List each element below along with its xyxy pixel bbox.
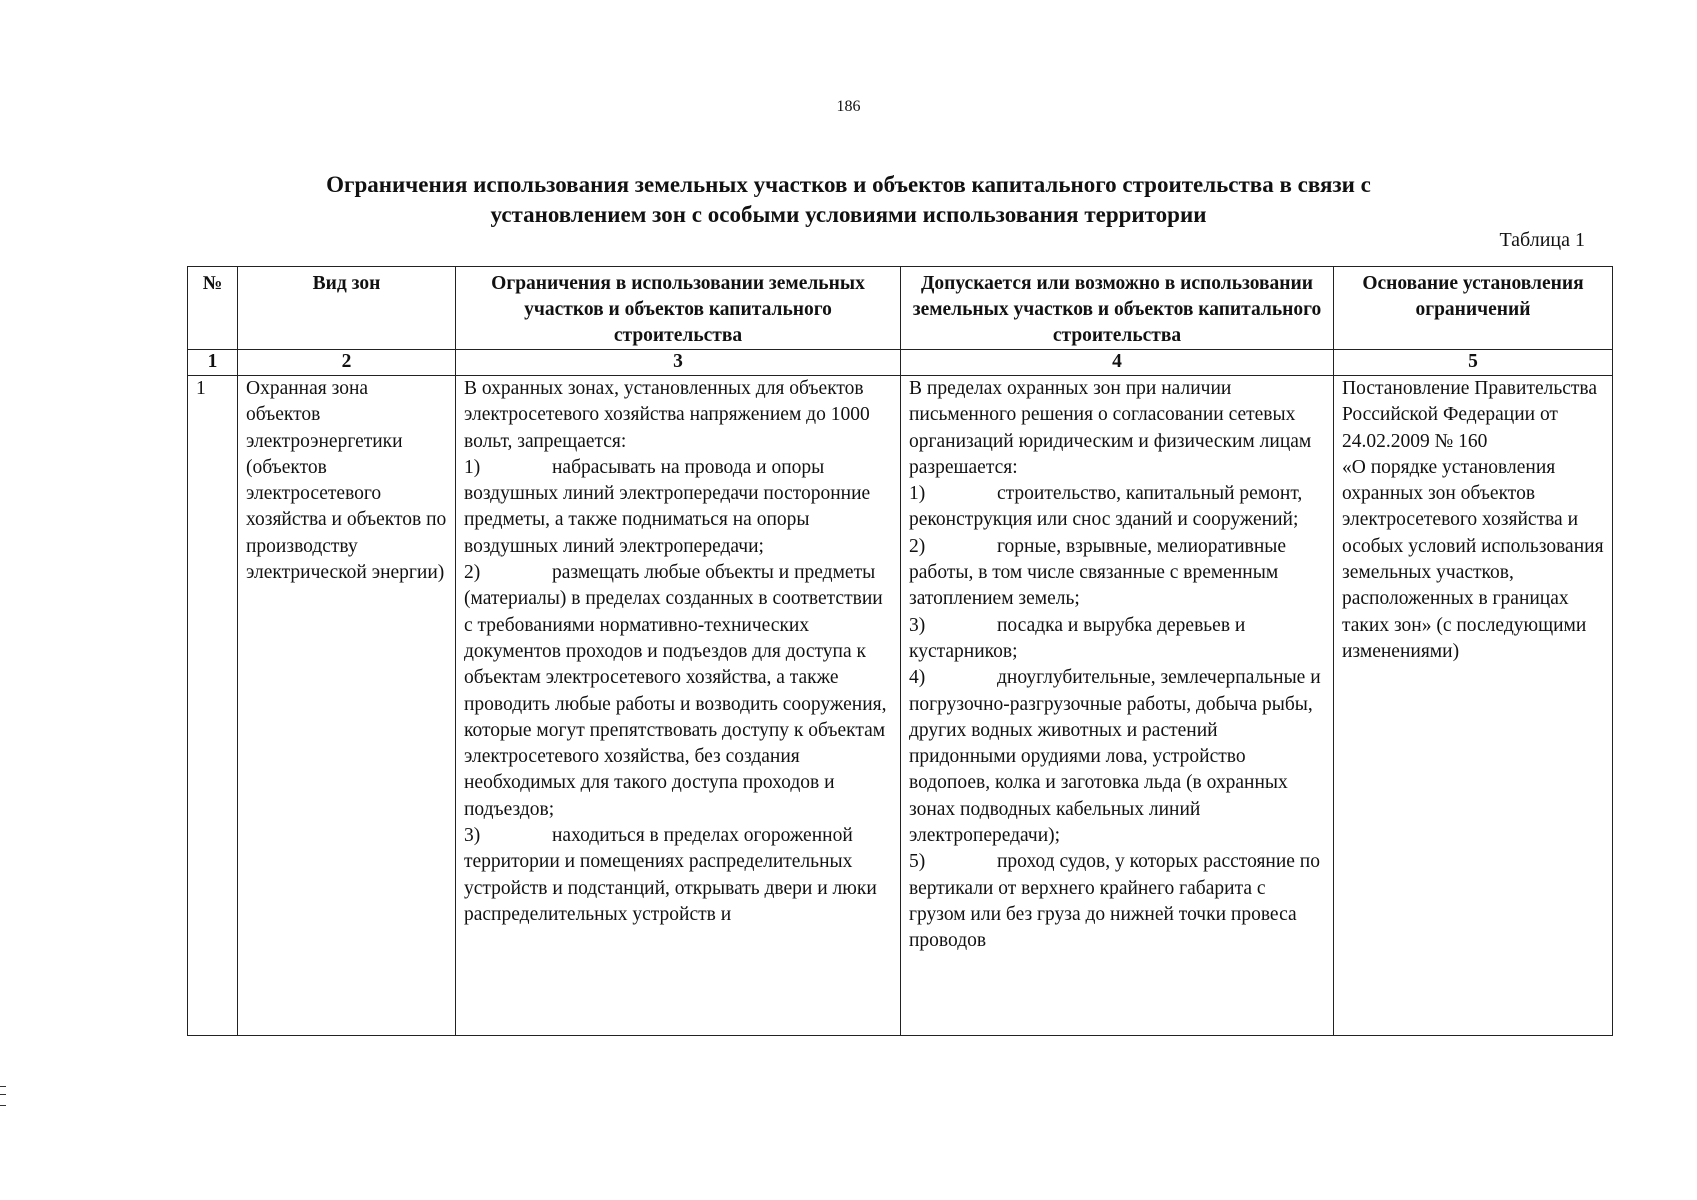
restriction-item (464, 823, 892, 928)
basis-resolution: Постановление Правительства Российской Федерации от 24.02.2009 № 160 (1342, 378, 1598, 452)
item-number: 2) (909, 535, 926, 557)
column-number: 4 (901, 350, 1334, 376)
row-number: 1 (188, 376, 238, 1036)
restrictions-cell (456, 376, 901, 1036)
item-text: дноуглубительные, землечерпальные и погрузочно-разгрузочные работы, добыча рыбы, других водных животных и растений придонными орудиями лова, устройство водопоев, колка и заготовка льда (в охранных зонах подводных кабельных линий электропередачи); (909, 667, 1321, 847)
item-number: 1) (464, 456, 481, 478)
column-number: 1 (188, 350, 238, 376)
margin-mark (0, 1086, 6, 1106)
permitted-item (909, 613, 1325, 666)
restriction-item (464, 455, 892, 560)
title-line-1: Ограничения использования земельных участков и объектов капитального строительства в связи с (326, 172, 1371, 197)
item-number: 3) (909, 614, 926, 636)
table-header-row (188, 267, 1613, 350)
permitted-item (909, 534, 1325, 613)
header-zone-type: Вид зон (238, 267, 456, 350)
column-number: 3 (456, 350, 901, 376)
page-number: 186 (836, 98, 861, 115)
restriction-item (464, 560, 892, 823)
item-number: 4) (909, 667, 926, 689)
restrictions-table (187, 266, 1613, 1036)
item-number: 1) (909, 483, 926, 505)
permitted-intro: В пределах охранных зон при наличии письменного решения о согласовании сетевых организаций юридическим и физическим лицам разрешается: (909, 378, 1312, 478)
header-number: № (188, 267, 238, 350)
document-title (150, 170, 1547, 230)
column-number: 5 (1334, 350, 1613, 376)
item-text: проход судов, у которых расстояние по вертикали от верхнего крайнего габарита с грузом или без груза до нижней точки провеса проводов (909, 851, 1320, 952)
header-basis: Основание установления ограничений (1334, 267, 1613, 350)
basis-title: «О порядке установления охранных зон объектов электросетевого хозяйства и особых условий использования земельных участков, расположенных в границах таких зон» (с последующими изменениями) (1342, 456, 1604, 662)
permitted-item (909, 665, 1325, 849)
item-text: горные, взрывные, мелиоративные работы, в том числе связанные с временным затоплением земель; (909, 535, 1287, 610)
item-text: посадка и вырубка деревьев и кустарников; (909, 614, 1246, 662)
item-text: набрасывать на провода и опоры воздушных линий электропередачи посторонние предметы, а также подниматься на опоры воздушных линий электропередачи; (464, 456, 871, 557)
permitted-item (909, 849, 1325, 954)
item-number: 3) (464, 825, 481, 847)
table-row (188, 376, 1613, 1036)
table-label: Таблица 1 (1499, 229, 1585, 251)
restrictions-intro: В охранных зонах, установленных для объектов электросетевого хозяйства напряжением до 1000 вольт, запрещается: (464, 378, 870, 452)
item-text: находиться в пределах огороженной территории и помещениях распределительных устройств и подстанций, открывать двери и люки распределительных устройств и (464, 825, 877, 925)
zone-type-cell: Охранная зона объектов электроэнергетики (объектов электросетевого хозяйства и объектов по производству электрической энергии) (238, 376, 456, 1036)
basis-cell (1334, 376, 1613, 1036)
permitted-cell (901, 376, 1334, 1036)
item-number: 5) (909, 851, 926, 873)
item-text: строительство, капитальный ремонт, реконструкция или снос зданий и сооружений; (909, 483, 1303, 531)
header-permitted: Допускается или возможно в использовании земельных участков и объектов капитального строительства (901, 267, 1334, 350)
title-line-2: установлением зон с особыми условиями использования территории (490, 202, 1207, 227)
column-number: 2 (238, 350, 456, 376)
item-text: размещать любые объекты и предметы (материалы) в пределах созданных в соответствии с требованиями нормативно-технических документов проходов и подъездов для доступа к объектам электросетевого хозяйства, а также проводить любые работы и возводить сооружения, которые могут препятствовать доступу к объектам электросетевого хозяйства, без создания необходимых для такого доступа проходов и подъездов; (464, 562, 887, 820)
column-number-row (188, 350, 1613, 376)
permitted-item (909, 481, 1325, 534)
item-number: 2) (464, 562, 481, 584)
header-restrictions: Ограничения в использовании земельных участков и объектов капитального строительства (456, 267, 901, 350)
